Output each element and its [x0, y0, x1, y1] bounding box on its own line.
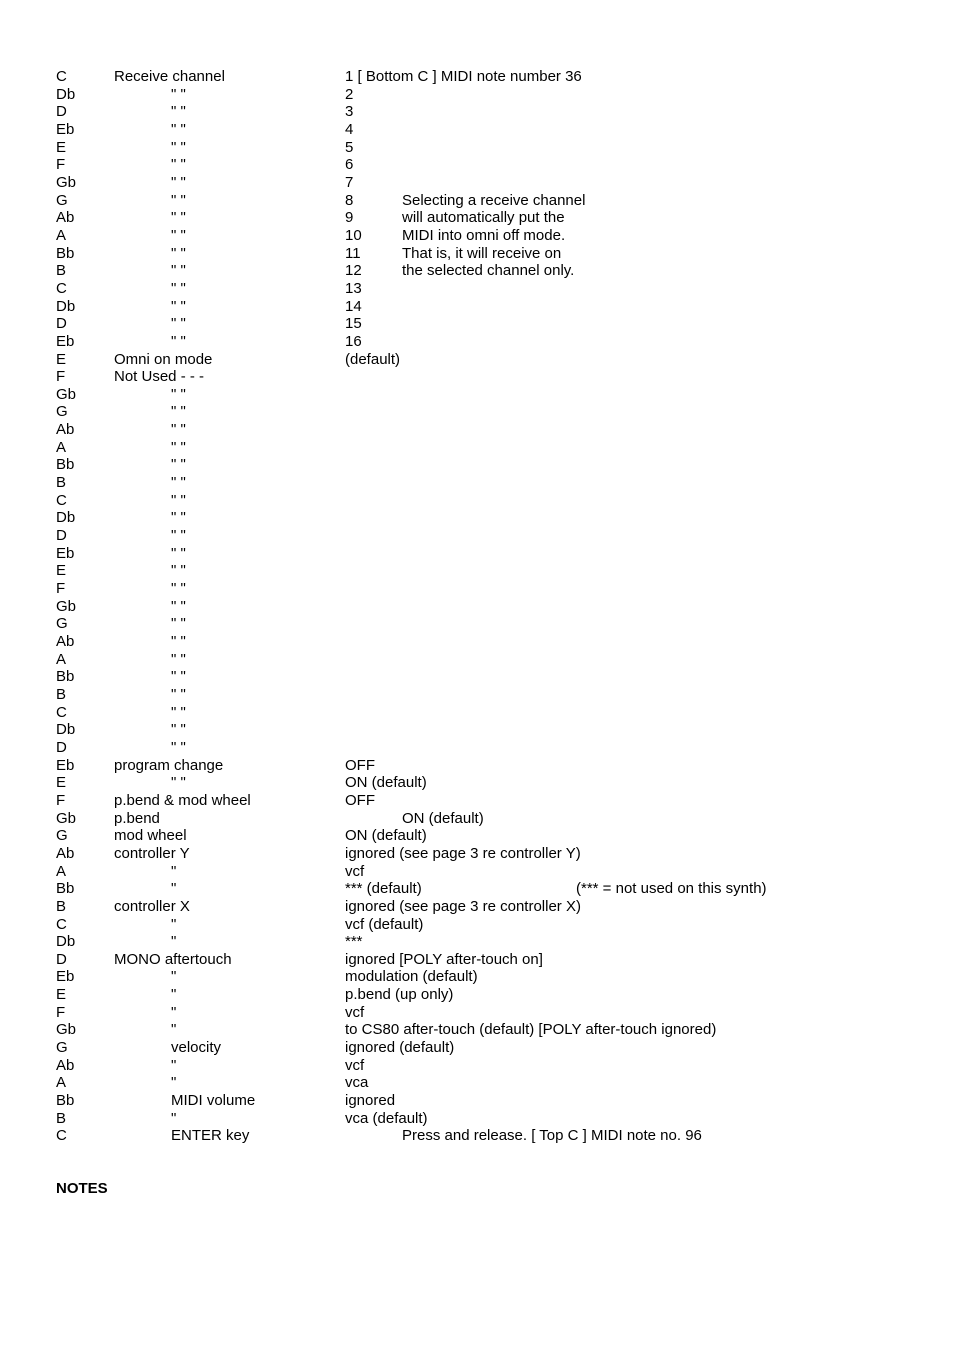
- note-name: C: [56, 279, 67, 297]
- table-row: [0, 951, 954, 969]
- note-name: E: [56, 986, 67, 1004]
- setting-value: 11: [345, 244, 361, 262]
- setting-value: vcf: [345, 1003, 365, 1021]
- side-note: That is, it will receive on: [402, 244, 562, 262]
- setting-value: vcf: [345, 862, 365, 880]
- note-name: D: [56, 103, 67, 121]
- function-label: " ": [171, 650, 186, 668]
- note-name: Eb: [56, 756, 75, 774]
- note-name: B: [56, 1109, 67, 1127]
- function-label: Not Used - - -: [114, 368, 205, 386]
- table-row: [0, 474, 954, 492]
- table-row: [0, 174, 954, 192]
- function-label: p.bend: [114, 809, 160, 827]
- table-row: [0, 986, 954, 1004]
- note-name: B: [56, 262, 67, 280]
- setting-value: ignored (see page 3 re controller Y): [345, 844, 581, 862]
- note-name: Gb: [56, 597, 77, 615]
- table-row: [0, 86, 954, 104]
- note-name: D: [56, 315, 67, 333]
- note-name: Db: [56, 509, 76, 527]
- setting-value: ignored (see page 3 re controller X): [345, 897, 581, 915]
- setting-value: 4: [345, 120, 354, 138]
- setting-value: 14: [345, 297, 362, 315]
- setting-value: ignored: [345, 1092, 396, 1110]
- setting-value: ***: [345, 933, 363, 951]
- table-row: [0, 686, 954, 704]
- table-row: [0, 209, 954, 227]
- table-row: [0, 898, 954, 916]
- function-label: " ": [171, 633, 186, 650]
- setting-value: 3: [345, 103, 354, 121]
- setting-value: vcf (default): [345, 915, 424, 933]
- function-label: " ": [171, 774, 186, 792]
- function-label: " ": [171, 209, 186, 227]
- footnote-text: (*** = not used on this synth): [576, 880, 767, 898]
- function-label: ": [171, 1003, 177, 1021]
- function-label: " ": [171, 138, 186, 156]
- table-row: [0, 351, 954, 369]
- note-name: A: [56, 1074, 67, 1092]
- function-label: velocity: [171, 1039, 222, 1057]
- table-row: [0, 845, 954, 863]
- note-name: A: [56, 438, 67, 456]
- setting-value: 15: [345, 315, 362, 333]
- note-name: E: [56, 350, 67, 368]
- function-label: " ": [171, 297, 186, 315]
- note-name: D: [56, 527, 67, 545]
- function-label: controller Y: [114, 844, 190, 862]
- note-name: B: [56, 474, 67, 492]
- note-name: Eb: [56, 968, 75, 986]
- table-row: [0, 227, 954, 245]
- note-name: A: [56, 226, 67, 244]
- setting-value: vcf: [345, 1056, 365, 1074]
- note-name: Gb: [56, 385, 77, 403]
- function-label: " ": [171, 120, 186, 138]
- table-row: [0, 633, 954, 651]
- function-label: " ": [171, 668, 186, 686]
- function-label: " ": [171, 226, 186, 244]
- side-note: the selected channel only.: [402, 262, 575, 280]
- note-name: Bb: [56, 1092, 75, 1110]
- function-label: " ": [171, 580, 186, 598]
- table-row: [0, 757, 954, 775]
- setting-value: modulation (default): [345, 968, 478, 986]
- function-label: " ": [171, 262, 186, 280]
- function-label: Receive channel: [114, 68, 225, 85]
- function-label: " ": [171, 244, 186, 262]
- function-label: ": [171, 1056, 177, 1074]
- function-label: " ": [171, 562, 186, 580]
- table-row: [0, 103, 954, 121]
- table-row: [0, 298, 954, 316]
- table-row: [0, 810, 954, 828]
- function-label: MIDI volume: [171, 1092, 256, 1110]
- note-name: Ab: [56, 209, 75, 227]
- note-name: E: [56, 138, 67, 156]
- function-label: ": [171, 986, 177, 1004]
- table-row: [0, 880, 954, 898]
- table-row: [0, 156, 954, 174]
- setting-value: 5: [345, 138, 354, 156]
- function-label: program change: [114, 756, 224, 774]
- table-row: [0, 933, 954, 951]
- note-name: Eb: [56, 120, 75, 138]
- note-name: B: [56, 897, 67, 915]
- setting-value: OFF: [345, 791, 375, 809]
- function-label: " ": [171, 615, 186, 633]
- setting-value: 7: [345, 173, 354, 191]
- setting-value: vca (default): [345, 1109, 428, 1127]
- note-name: Gb: [56, 1021, 77, 1039]
- table-row: [0, 139, 954, 157]
- note-name: C: [56, 915, 67, 933]
- function-label: ": [171, 915, 177, 933]
- setting-value: 2: [345, 85, 354, 103]
- table-row: [0, 615, 954, 633]
- table-row: [0, 333, 954, 351]
- setting-value: 10: [345, 226, 362, 244]
- table-row: [0, 1039, 954, 1057]
- function-label: ": [171, 880, 177, 898]
- function-label: " ": [171, 421, 186, 439]
- table-row: [0, 792, 954, 810]
- note-name: G: [56, 403, 68, 421]
- note-name: G: [56, 615, 68, 633]
- setting-value: ignored [POLY after-touch on]: [345, 950, 543, 968]
- note-name: D: [56, 738, 67, 756]
- table-row: [0, 598, 954, 616]
- setting-value: ignored (default): [345, 1039, 455, 1057]
- note-name: Gb: [56, 809, 77, 827]
- note-name: C: [56, 703, 67, 721]
- setting-value: ON (default): [402, 809, 484, 827]
- table-row: [0, 492, 954, 510]
- note-name: Ab: [56, 421, 75, 439]
- table-row: [0, 245, 954, 263]
- function-label: Omni on mode: [114, 350, 213, 368]
- function-label: " ": [171, 156, 186, 174]
- midi-key-table: [0, 68, 954, 1145]
- function-label: ENTER key: [171, 1127, 250, 1145]
- function-label: MONO aftertouch: [114, 950, 232, 968]
- side-note: will automatically put the: [402, 209, 565, 227]
- note-name: B: [56, 685, 67, 703]
- setting-value: ON (default): [345, 827, 427, 845]
- note-name: Db: [56, 297, 76, 315]
- function-label: " ": [171, 474, 186, 492]
- note-name: E: [56, 774, 67, 792]
- setting-value: p.bend (up only): [345, 986, 454, 1004]
- note-name: Bb: [56, 668, 75, 686]
- function-label: mod wheel: [114, 827, 187, 845]
- table-row: [0, 403, 954, 421]
- table-row: [0, 704, 954, 722]
- table-row: [0, 1092, 954, 1110]
- setting-value: 6: [345, 156, 354, 174]
- setting-value: 13: [345, 279, 362, 297]
- setting-value: vca: [345, 1074, 369, 1092]
- table-row: [0, 774, 954, 792]
- function-label: " ": [171, 315, 186, 333]
- table-row: [0, 439, 954, 457]
- function-label: p.bend & mod wheel: [114, 791, 251, 809]
- function-label: controller X: [114, 897, 190, 915]
- function-label: ": [171, 1109, 177, 1127]
- note-name: F: [56, 156, 66, 174]
- table-row: [0, 739, 954, 757]
- table-row: [0, 580, 954, 598]
- function-label: " ": [171, 403, 186, 421]
- function-label: " ": [171, 385, 186, 403]
- table-row: [0, 527, 954, 545]
- table-row: [0, 721, 954, 739]
- setting-value: Press and release. [ Top C ] MIDI note no. 96: [402, 1127, 702, 1145]
- table-row: [0, 368, 954, 386]
- table-row: [0, 545, 954, 563]
- function-label: ": [171, 862, 177, 880]
- table-row: [0, 262, 954, 280]
- note-name: Ab: [56, 1056, 75, 1074]
- function-label: " ": [171, 685, 186, 703]
- function-label: " ": [171, 721, 186, 739]
- table-row: [0, 121, 954, 139]
- table-row: [0, 1004, 954, 1022]
- note-name: F: [56, 1003, 66, 1021]
- table-row: [0, 668, 954, 686]
- note-name: G: [56, 191, 68, 209]
- note-name: Eb: [56, 544, 75, 562]
- table-row: [0, 1057, 954, 1075]
- setting-value: (default): [345, 350, 401, 368]
- function-label: " ": [171, 597, 186, 615]
- note-name: Bb: [56, 880, 75, 898]
- note-name: Gb: [56, 173, 77, 191]
- note-name: A: [56, 862, 67, 880]
- setting-value: 8: [345, 191, 354, 209]
- function-label: " ": [171, 438, 186, 456]
- function-label: " ": [171, 279, 186, 297]
- function-label: ": [171, 968, 177, 986]
- table-row: [0, 916, 954, 934]
- note-name: F: [56, 580, 66, 598]
- function-label: " ": [171, 332, 186, 350]
- note-name: Bb: [56, 456, 75, 474]
- note-name: Db: [56, 721, 76, 739]
- function-label: " ": [171, 703, 186, 721]
- table-row: [0, 509, 954, 527]
- function-label: " ": [171, 491, 186, 509]
- function-label: " ": [171, 527, 186, 545]
- table-row: [0, 968, 954, 986]
- table-row: [0, 386, 954, 404]
- table-row: [0, 863, 954, 881]
- function-label: ": [171, 1074, 177, 1092]
- function-label: " ": [171, 509, 186, 527]
- setting-value: *** (default): [345, 880, 422, 898]
- note-name: A: [56, 650, 67, 668]
- table-row: [0, 315, 954, 333]
- setting-value: 16: [345, 332, 362, 350]
- note-name: Db: [56, 85, 76, 103]
- table-row: [0, 562, 954, 580]
- table-row: [0, 1127, 954, 1145]
- table-row: [0, 1074, 954, 1092]
- note-name: G: [56, 1039, 68, 1057]
- table-row: [0, 192, 954, 210]
- note-name: D: [56, 950, 67, 968]
- note-name: C: [56, 1127, 67, 1145]
- notes-heading: NOTES: [56, 1180, 108, 1197]
- table-row: [0, 68, 954, 86]
- table-row: [0, 1021, 954, 1039]
- setting-value: ON (default): [345, 774, 427, 792]
- note-name: Eb: [56, 332, 75, 350]
- note-name: Ab: [56, 633, 75, 650]
- table-row: [0, 280, 954, 298]
- setting-value: 12: [345, 262, 362, 280]
- setting-value: to CS80 after-touch (default) [POLY after-touch ignored): [345, 1021, 717, 1039]
- function-label: " ": [171, 738, 186, 756]
- note-name: Ab: [56, 844, 75, 862]
- note-name: C: [56, 491, 67, 509]
- table-row: [0, 456, 954, 474]
- table-row: [0, 421, 954, 439]
- table-row: [0, 1110, 954, 1128]
- table-row: [0, 827, 954, 845]
- function-label: ": [171, 933, 177, 951]
- note-name: G: [56, 827, 68, 845]
- function-label: ": [171, 1021, 177, 1039]
- function-label: " ": [171, 85, 186, 103]
- function-label: " ": [171, 544, 186, 562]
- note-name: E: [56, 562, 67, 580]
- side-note: Selecting a receive channel: [402, 191, 586, 209]
- note-name: F: [56, 368, 66, 386]
- setting-value: 1 [ Bottom C ] MIDI note number 36: [345, 68, 582, 85]
- function-label: " ": [171, 191, 186, 209]
- setting-value: 9: [345, 209, 354, 227]
- side-note: MIDI into omni off mode.: [402, 226, 566, 244]
- setting-value: OFF: [345, 756, 375, 774]
- note-name: F: [56, 791, 66, 809]
- table-row: [0, 651, 954, 669]
- function-label: " ": [171, 103, 186, 121]
- function-label: " ": [171, 456, 186, 474]
- note-name: Bb: [56, 244, 75, 262]
- note-name: Db: [56, 933, 76, 951]
- function-label: " ": [171, 173, 186, 191]
- note-name: C: [56, 68, 67, 85]
